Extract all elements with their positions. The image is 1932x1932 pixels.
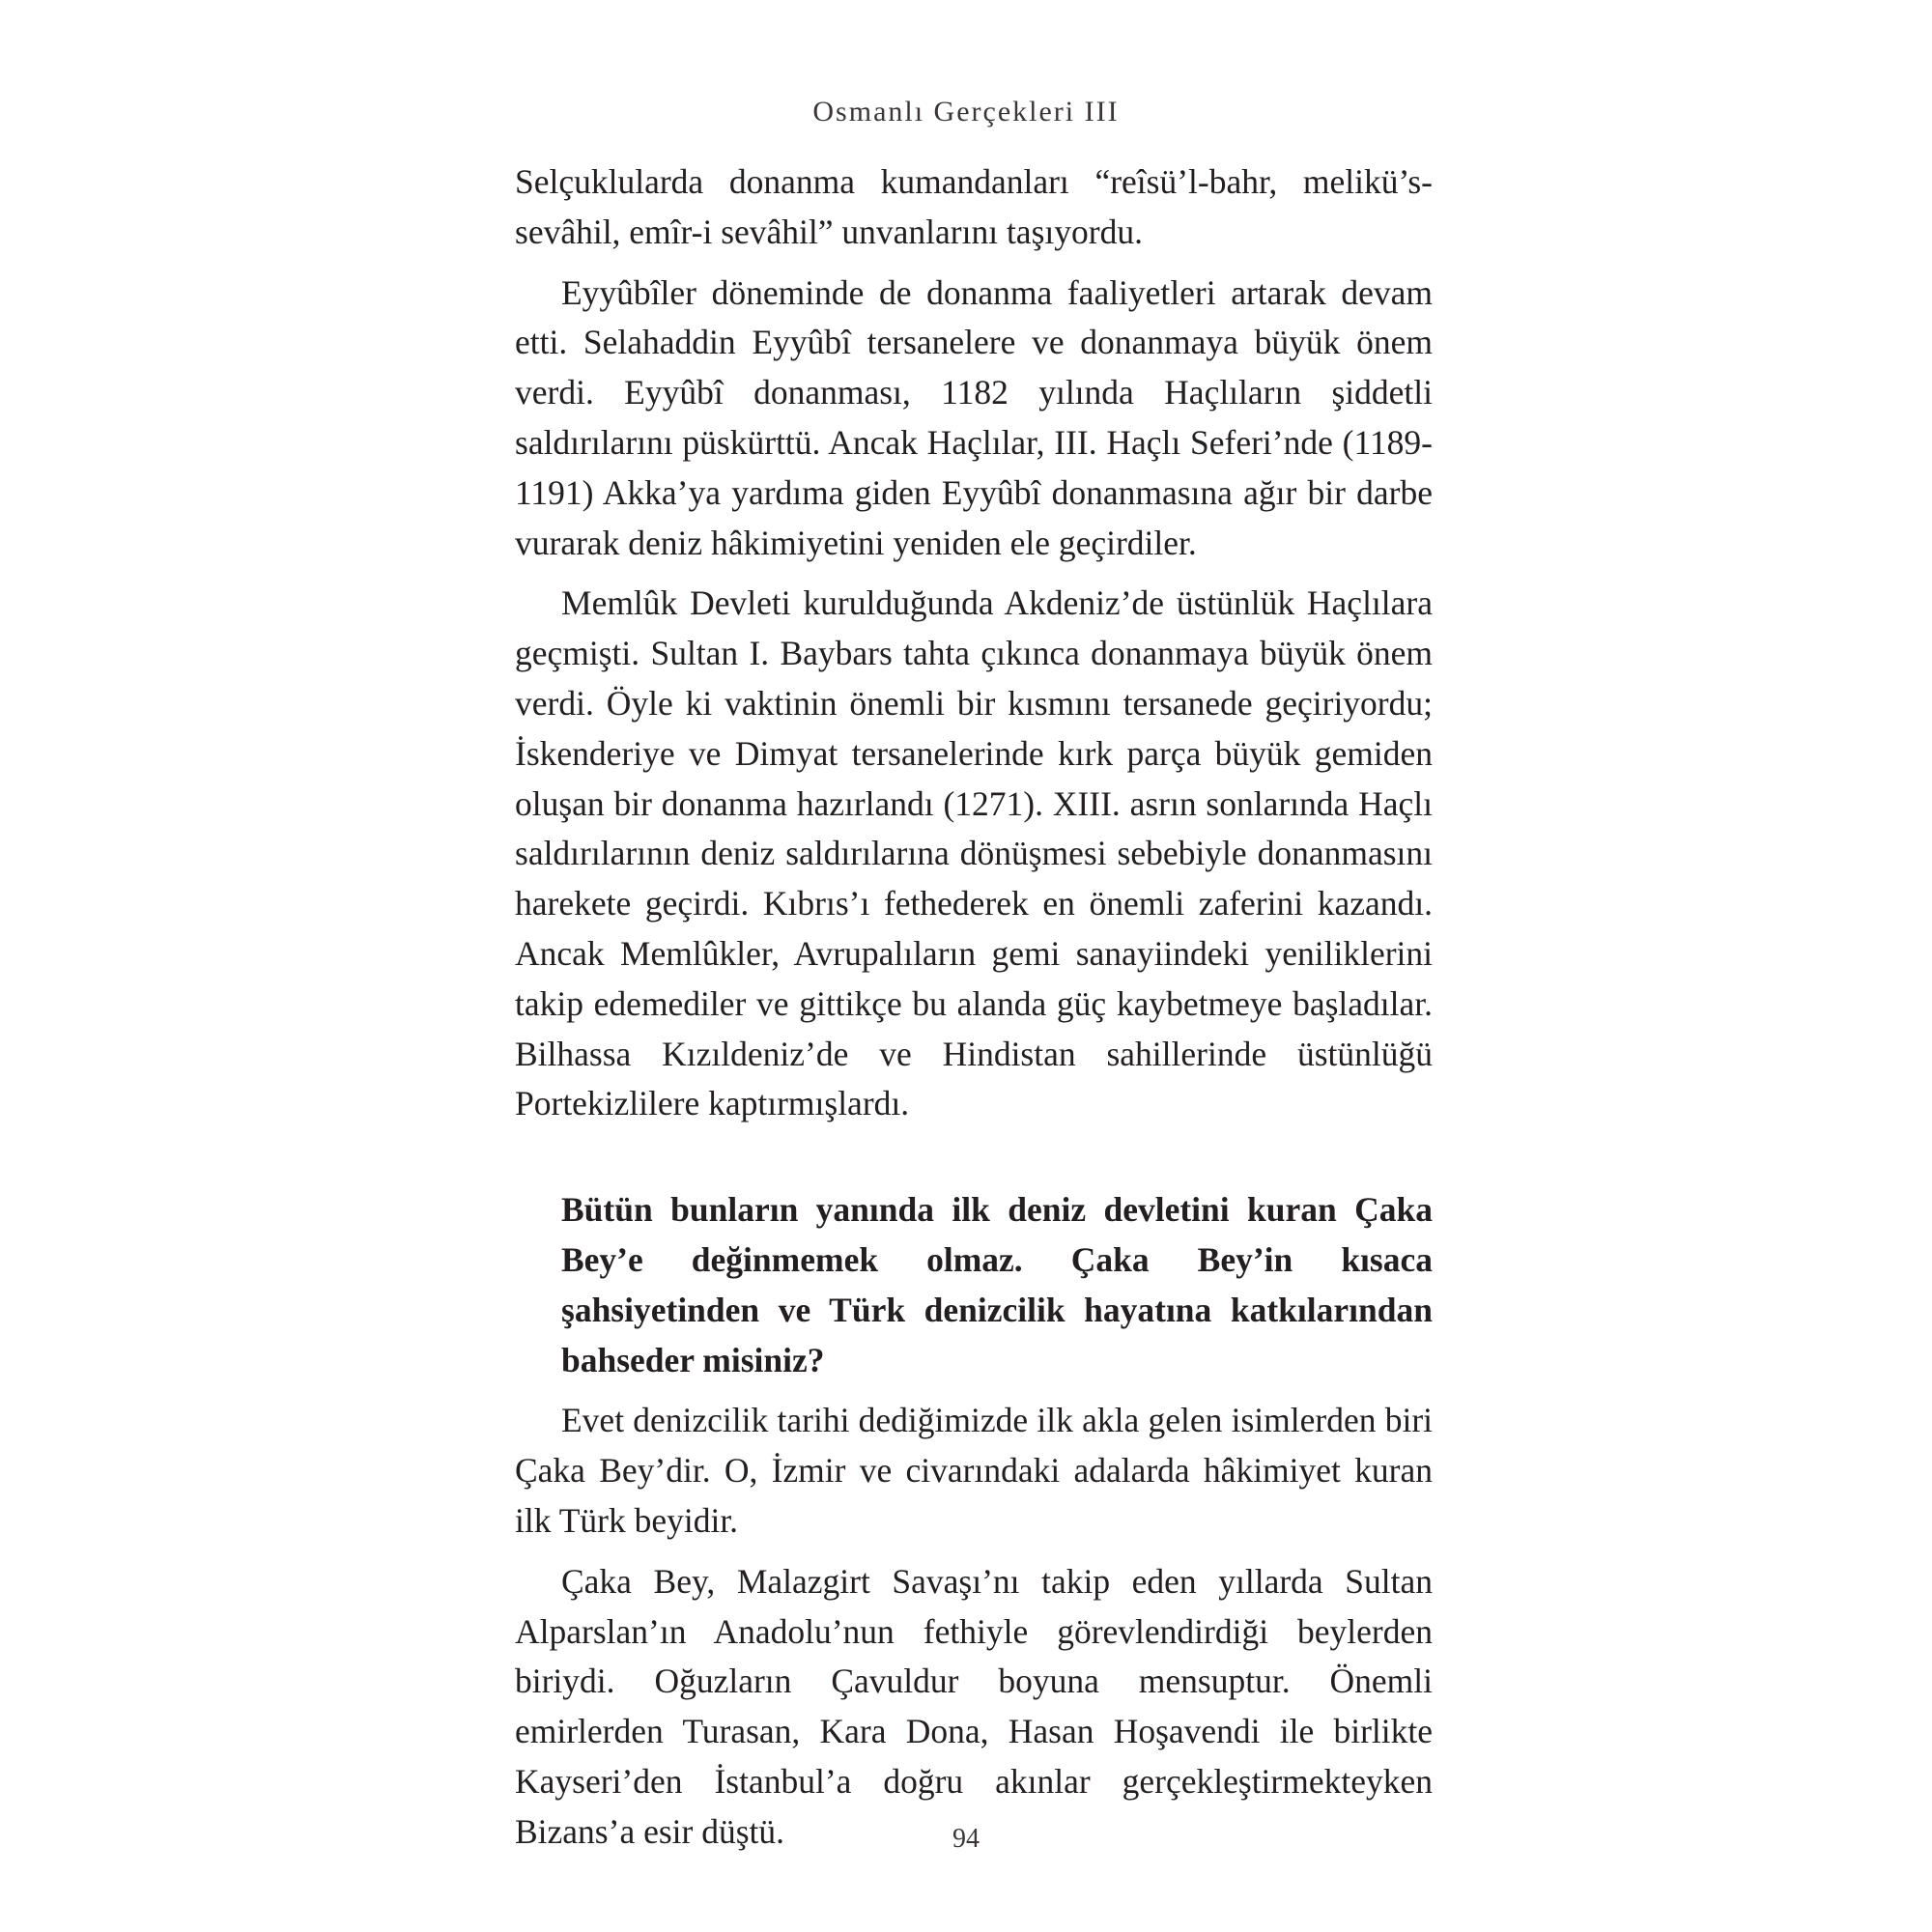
paragraph-eyyubi: Eyyûbîler döneminde de donanma faaliyetleri artarak devam etti. Selahaddin Eyyûbî tersanelere ve donanmaya büyük önem verdi. Eyyûbî donanması, 1182 yılında Haçlıların şiddetli saldırılarını püskürttü. Ancak Haçlılar, III. Haçlı Seferi’nde (1189-1191) Akka’ya yardıma giden Eyyûbî donanmasına ağır bir darbe vurarak deniz hâkimiyetini yeniden ele geçirdiler.	[515, 272, 1433, 562]
page-number: 94	[952, 1824, 980, 1854]
answer-paragraph-2: Çaka Bey, Malazgirt Savaşı’nı takip eden yıllarda Sultan Alparslan’ın Anadolu’nun fethiyle görevlendirdiği beylerden biriydi. Oğuzların Çavuldur boyuna mensuptur. Önemli emirlerden Turasan, Kara Dona, Hasan Hoşavendi ile birlikte Kayseri’den İstanbul’a doğru akınlar gerçekleştirmekteyken Bizans’a esir düştü.	[515, 1561, 1433, 1851]
paragraph-selcuklu: Selçuklularda donanma kumandanları “reîsü’l-bahr, melikü’s-sevâhil, emîr-i sevâhil” unvanlarını taşıyordu.	[515, 162, 1433, 251]
running-header: Osmanlı Gerçekleri III	[812, 96, 1120, 128]
paragraph-memluk: Memlûk Devleti kurulduğunda Akdeniz’de üstünlük Haçlılara geçmişti. Sultan I. Baybars tahta çıkınca donanmaya büyük önem verdi. Öyle ki vaktinin önemli bir kısmını tersanede geçiriyordu; İskenderiye ve Dimyat tersanelerinde kırk parça büyük gemiden oluşan bir donanma hazırlandı (1271). XIII. asrın sonlarında Haçlı saldırılarının deniz saldırılarına dönüşmesi sebebiyle donanmasını harekete geçirdi. Kıbrıs’ı fethederek en önemli zaferini kazandı. Ancak Memlûkler, Avrupalıların gemi sanayiindeki yeniliklerini takip edemediler ve gittikçe bu alanda güç kaybetmeye başladılar. Bilhassa Kızıldeniz’de ve Hindistan sahillerinde üstünlüğü Portekizlilere kaptırmışlardı.	[515, 583, 1433, 1123]
answer-paragraph-1: Evet denizcilik tarihi dediğimizde ilk akla gelen isimlerden biri Çaka Bey’dir. O, İzmir ve civarındaki adalarda hâkimiyet kuran ilk Türk beyidir.	[515, 1401, 1433, 1540]
interview-question: Bütün bunların yanında ilk deniz devletini kuran Çaka Bey’e değinmemek olmaz. Çaka Bey’in kısaca şahsiyetinden ve Türk denizcilik hayatına katkılarından bahseder misiniz?	[561, 1190, 1433, 1379]
text-block	[515, 157, 1433, 1858]
